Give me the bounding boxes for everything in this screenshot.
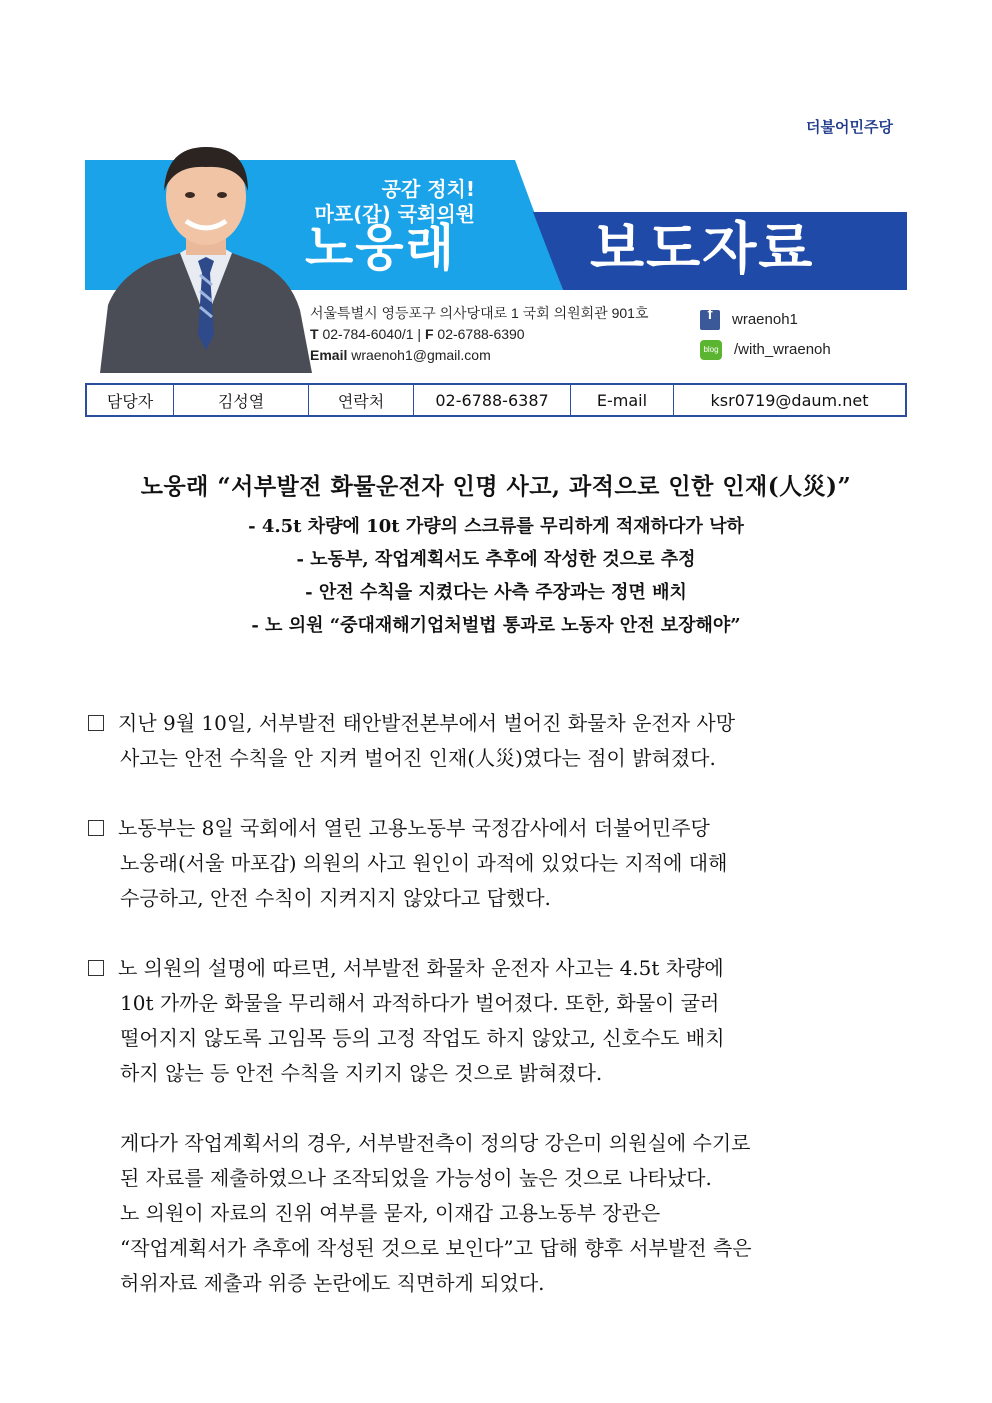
email-address[interactable]: wraenoh1@gmail.com: [351, 347, 491, 363]
paragraph-line: 노동부는 8일 국회에서 열린 고용노동부 국정감사에서 더불어민주당: [118, 816, 710, 840]
paragraph-line: “작업계획서가 추후에 작성된 것으로 보인다”고 답해 향후 서부발전 측은: [120, 1236, 752, 1260]
paragraph-line: 노웅래(서울 마포갑) 의원의 사고 원인이 과적에 있었다는 지적에 대해: [120, 851, 728, 875]
subheadlines: [0, 510, 992, 642]
contact-number: 02-6788-6387: [414, 384, 571, 416]
paragraph-line: 수긍하고, 안전 수칙이 지켜지지 않았다고 답했다.: [120, 886, 551, 910]
tel-number: 02-784-6040/1: [322, 326, 414, 342]
paragraph-line: 10t 가까운 화물을 무리해서 과적하다가 벌어졌다. 또한, 화물이 굴러: [120, 991, 720, 1015]
paragraph-line: 떨어지지 않도록 고임목 등의 고정 작업도 하지 않았고, 신호수도 배치: [120, 1026, 725, 1050]
subheadline: - 4.5t 차량에 10t 가량의 스크류를 무리하게 적재하다가 낙하: [248, 516, 744, 537]
subheadline: - 노 의원 “중대재해기업처벌법 통과로 노동자 안전 보장해야”: [251, 615, 741, 636]
paragraph-line: 허위자료 제출과 위증 논란에도 직면하게 되었다.: [120, 1271, 545, 1295]
subheadline: - 노동부, 작업계획서도 추후에 작성한 것으로 추정: [296, 549, 696, 570]
checkbox-bullet-icon: [88, 715, 104, 731]
paragraph-line: 노 의원이 자료의 진위 여부를 묻자, 이재갑 고용노동부 장관은: [120, 1201, 661, 1225]
paragraph-line: 하지 않는 등 안전 수칙을 지키지 않은 것으로 밝혀졌다.: [120, 1061, 603, 1085]
fax-number: 02-6788-6390: [437, 326, 525, 342]
facebook-handle: wraenoh1: [732, 311, 798, 328]
paragraph-line: 노 의원의 설명에 따르면, 서부발전 화물차 운전자 사고는 4.5t 차량에: [118, 956, 724, 980]
blog-handle: /with_wraenoh: [734, 341, 831, 358]
paragraph-2: [88, 811, 908, 916]
party-name: 더불어민주당: [806, 118, 893, 136]
blog-icon: blog: [700, 340, 722, 360]
contact-label: 연락처: [309, 384, 414, 416]
headline: 노웅래 “서부발전 화물운전자 인명 사고, 과적으로 인한 인재(人災)”: [140, 473, 852, 500]
paragraph-line: 게다가 작업계획서의 경우, 서부발전측이 정의당 강은미 의원실에 수기로: [120, 1131, 751, 1155]
paragraph-3: [88, 951, 908, 1091]
contact-info-table: [85, 383, 907, 417]
email-line: [310, 345, 649, 366]
social-links: [700, 305, 831, 365]
subheadline: - 안전 수칙을 지켰다는 사측 주장과는 정면 배치: [305, 582, 687, 603]
paragraph-1: [88, 706, 908, 776]
checkbox-bullet-icon: [88, 820, 104, 836]
politician-portrait: [100, 135, 312, 373]
press-release-title: 보도자료: [590, 217, 815, 282]
paragraph-line: 사고는 안전 수칙을 안 지켜 벌어진 인재(人災)였다는 점이 밝혀졌다.: [120, 746, 716, 770]
email-label-cell: E-mail: [571, 384, 674, 416]
blog-link[interactable]: [700, 335, 831, 365]
paragraph-line: 된 자료를 제출하였으나 조작되었을 가능성이 높은 것으로 나타났다.: [120, 1166, 712, 1190]
tel-label: T: [310, 326, 319, 342]
manager-name: 김성열: [174, 384, 309, 416]
facebook-icon: f: [700, 310, 720, 330]
office-contact: [310, 303, 649, 366]
email-value[interactable]: ksr0719@daum.net: [674, 384, 907, 416]
fax-label: F: [424, 326, 434, 342]
paragraph-line: 지난 9월 10일, 서부발전 태안발전본부에서 벌어진 화물차 운전자 사망: [118, 711, 736, 735]
slogan-line2: 마포(갑) 국회의원: [314, 202, 475, 226]
facebook-link[interactable]: [700, 305, 831, 335]
email-label: Email: [310, 347, 348, 363]
office-address: 서울특별시 영등포구 의사당대로 1 국회 의원회관 901호: [310, 305, 649, 321]
phone-fax-line: T 02-784-6040/1 | F 02-6788-6390: [310, 326, 525, 342]
paragraph-4: [88, 1126, 908, 1301]
checkbox-bullet-icon: [88, 960, 104, 976]
manager-label: 담당자: [86, 384, 174, 416]
politician-name: 노웅래: [305, 219, 456, 277]
slogan-line1: 공감 정치!: [381, 177, 475, 201]
